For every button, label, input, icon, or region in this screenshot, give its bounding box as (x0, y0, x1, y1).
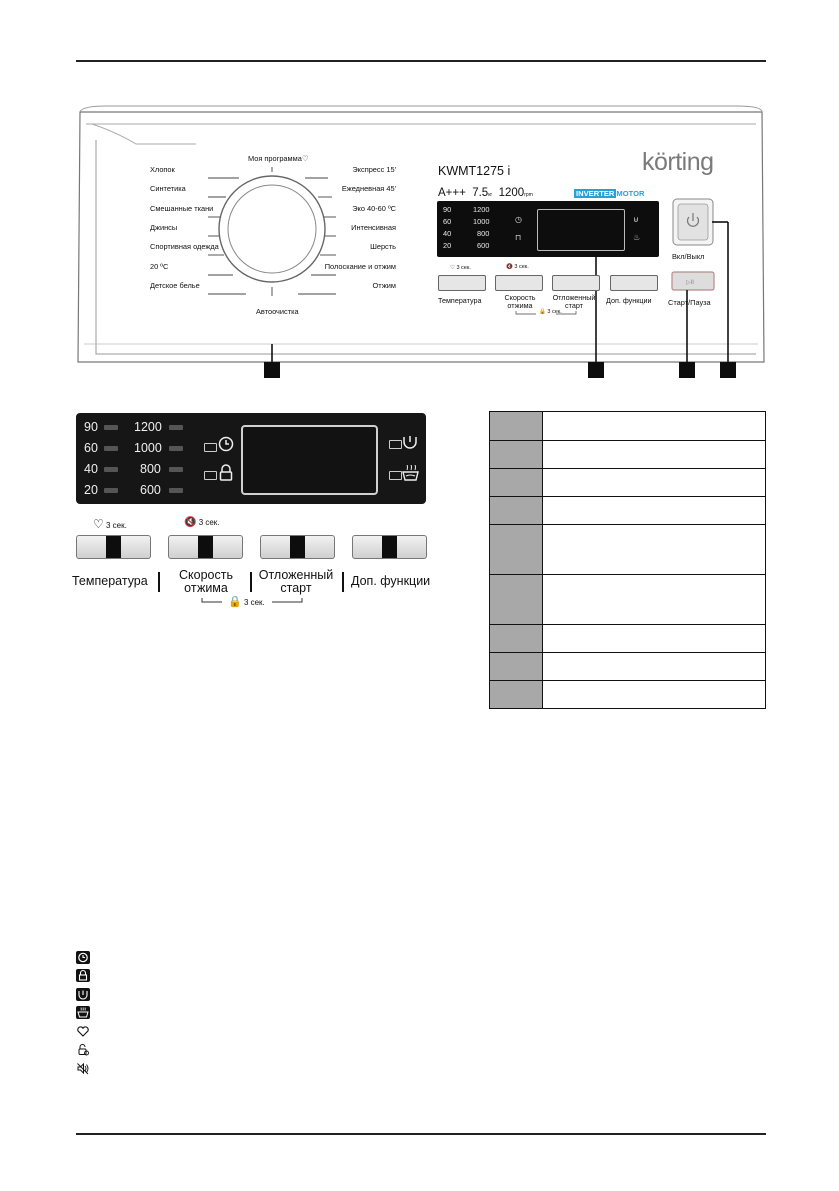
soak-led (389, 471, 402, 480)
label-divider (250, 572, 252, 592)
program-right-1: Экспресс 15' (352, 165, 396, 174)
label-divider (342, 572, 344, 592)
temp-label-20: 20 (84, 483, 98, 497)
speed-led (169, 467, 183, 472)
child-lock-icon (76, 1043, 90, 1056)
panel-temp-button[interactable] (438, 275, 486, 291)
speed-label-800: 800 (140, 462, 161, 476)
inverter-motor-badge: INVERTER MOTOR (576, 189, 645, 198)
mute-hint: 🔇 3 сек. (184, 517, 220, 528)
callout-knob (264, 362, 280, 378)
temp-led (104, 425, 118, 430)
soak-icon (76, 1006, 90, 1019)
temp-led (104, 488, 118, 493)
speed-led (169, 425, 183, 430)
table-row (490, 525, 766, 575)
control-panel-illustration (76, 104, 766, 374)
spin-speed-button[interactable] (168, 535, 243, 559)
mini-speed-800: 800 (477, 229, 490, 238)
program-autoclean: Автоочистка (256, 307, 299, 316)
mute-icon: 🔇 (184, 517, 197, 528)
panel-label-spin: Скорость отжима (504, 293, 536, 310)
program-my: Моя программа♡ (248, 154, 309, 163)
spin-speed-label-2: отжима (184, 581, 228, 595)
basin-led (389, 440, 402, 449)
delay-start-label-1: Отложенный (258, 568, 334, 582)
temp-label-90: 90 (84, 420, 98, 434)
program-left-4: Джинсы (150, 223, 178, 232)
basin-icon (76, 988, 90, 1001)
callout-power (720, 362, 736, 378)
label-divider (158, 572, 160, 592)
timer-icon (218, 436, 234, 452)
header-rule (76, 60, 766, 62)
table-row (490, 575, 766, 625)
mini-screen (537, 209, 625, 251)
table-row (490, 469, 766, 497)
svg-text:▷II: ▷II (686, 280, 694, 286)
mini-temp-90: 90 (443, 205, 452, 214)
delay-start-label-2: старт (280, 581, 312, 595)
footer-rule (76, 1133, 766, 1135)
panel-mini-display (437, 201, 659, 257)
start-label: Старт/Пауза (668, 298, 711, 307)
mini-speed-1200: 1200 (473, 205, 490, 214)
enlarged-display (76, 413, 426, 504)
lock-led (204, 471, 217, 480)
program-left-5: Спортивная одежда (150, 242, 219, 251)
temp-led (104, 446, 118, 451)
heart-icon (76, 1025, 90, 1038)
program-right-5: Шерсть (370, 242, 396, 251)
table-row (490, 681, 766, 709)
table-row (490, 412, 766, 441)
temp-label-40: 40 (84, 462, 98, 476)
program-left-2: Синтетика (150, 184, 186, 193)
speed-label-1000: 1000 (134, 441, 162, 455)
panel-delay-button[interactable] (552, 275, 600, 291)
temp-led (104, 467, 118, 472)
program-left-1: Хлопок (150, 165, 175, 174)
power-label: Вкл/Выкл (672, 252, 705, 261)
panel-label-temp: Температура (438, 296, 482, 305)
speed-label-600: 600 (140, 483, 161, 497)
panel-spin-button[interactable] (495, 275, 543, 291)
panel-label-delay: Отложенный старт (552, 293, 596, 310)
mini-timer-icon: ◷ (515, 215, 522, 224)
energy-spec: A+++ 7.5кг 1200rpm (438, 187, 533, 199)
table-row (490, 653, 766, 681)
delay-start-button[interactable] (260, 535, 335, 559)
program-right-2: Ежедневная 45' (341, 184, 396, 193)
mini-speed-600: 600 (477, 241, 490, 250)
panel-extra-button[interactable] (610, 275, 658, 291)
brand-logo: körting (642, 148, 714, 176)
basin-icon (402, 434, 418, 450)
program-right-7: Отжим (372, 281, 396, 290)
mini-temp-60: 60 (443, 217, 452, 226)
child-lock-icon: 🔒 (228, 596, 242, 608)
extra-functions-label: Доп. функции (351, 574, 431, 588)
main-screen (241, 425, 378, 495)
mini-soak-icon: ♨ (633, 233, 641, 242)
panel-outline (76, 104, 766, 374)
model-name: KWMT1275 i (438, 164, 511, 178)
program-right-3: Эко 40-60 ºC (352, 204, 396, 213)
callout-start (679, 362, 695, 378)
mini-temp-40: 40 (443, 229, 452, 238)
callout-display (588, 362, 604, 378)
panel-temp-hint: ♡ 3 сек. (450, 265, 471, 271)
table-row (490, 441, 766, 469)
soak-icon (402, 465, 419, 481)
temp-label-60: 60 (84, 441, 98, 455)
table-row (490, 625, 766, 653)
heart-hint: ♡ 3 сек. (93, 517, 127, 531)
speed-label-1200: 1200 (134, 420, 162, 434)
mini-lock-icon: ⊓ (515, 233, 522, 242)
lock-icon (218, 464, 234, 481)
lock-icon (76, 969, 90, 982)
program-left-3: Смешанные ткани (150, 204, 214, 213)
mini-speed-1000: 1000 (473, 217, 490, 226)
speed-led (169, 446, 183, 451)
legend-table (489, 411, 766, 709)
panel-lock-hint: 🔒 3 сек. (539, 309, 562, 315)
extra-functions-button[interactable] (352, 535, 427, 559)
program-right-6: Полоскание и отжим (324, 262, 396, 271)
program-left-6: 20 ºC (150, 262, 169, 271)
speed-led (169, 488, 183, 493)
panel-spin-hint: 🔇 3 сек. (506, 264, 529, 270)
program-right-4: Интенсивная (351, 223, 396, 232)
panel-label-extra: Доп. функции (606, 296, 652, 305)
temperature-button[interactable] (76, 535, 151, 559)
heart-icon: ♡ (93, 517, 104, 531)
mini-basin-icon: ⊍ (633, 215, 639, 224)
child-lock-hint: 🔒 3 сек. (228, 596, 265, 608)
timer-led (204, 443, 217, 452)
table-row (490, 497, 766, 525)
mute-icon (76, 1062, 90, 1075)
mini-temp-20: 20 (443, 241, 452, 250)
timer-icon (76, 951, 90, 964)
temperature-label: Температура (72, 574, 148, 588)
spin-speed-label-1: Скорость (179, 568, 233, 582)
program-left-7: Детское белье (150, 281, 200, 290)
